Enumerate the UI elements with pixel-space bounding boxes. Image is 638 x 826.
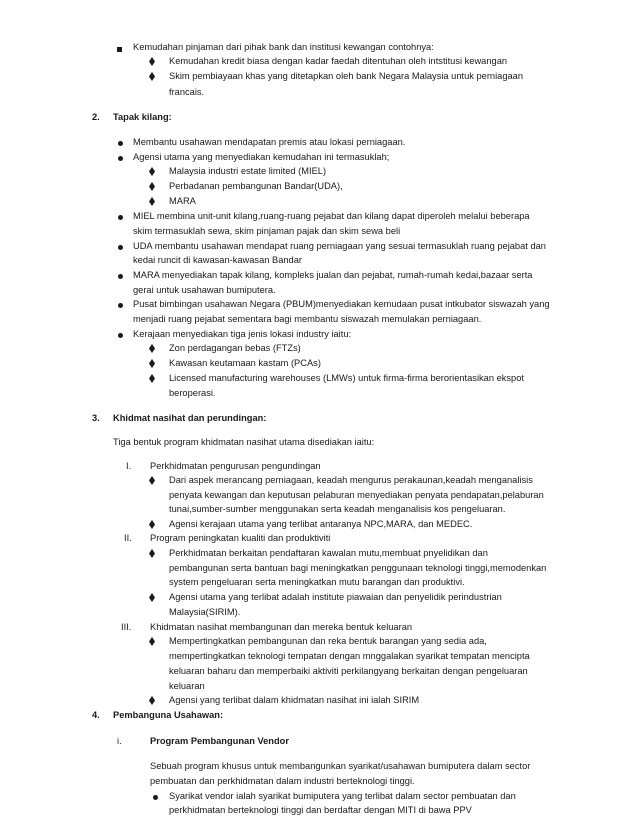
list-item: Dari aspek merancang perniagaan, keadah mengurus perakaunan,keadah menganalisis: [169, 475, 533, 485]
diamond-bullet-icon: [149, 696, 155, 705]
list-item: UDA membantu usahawan mendapat ruang perniagaan yang sesuai termasuklah ruang pejabat dan: [133, 241, 546, 251]
subsection-title: Khidmatan nasihat membangunan dan mereka bentuk keluaran: [150, 622, 413, 632]
subsection-title: Program peningkatan kualiti dan produktiviti: [150, 533, 331, 543]
roman-numeral: III.: [121, 622, 132, 632]
section-number: 4.: [92, 710, 100, 720]
list-item: Agensi kerajaan utama yang terlibat antaranya NPC,MARA, dan MEDEC.: [169, 519, 473, 529]
subsection-title: Program Pembangunan Vendor: [150, 736, 289, 746]
roman-numeral: i.: [117, 736, 122, 746]
list-item-continuation: francais.: [169, 87, 205, 97]
list-item-continuation: beroperasi.: [169, 388, 216, 398]
diamond-bullet-icon: [149, 167, 155, 176]
diamond-bullet-icon: [149, 182, 155, 191]
list-item-continuation: system pengeluaran serta meningkatkan mutu barangan dan produktivi.: [169, 577, 465, 587]
list-item: Syarikat vendor ialah syarikat bumiputera yang terlibat dalam sector pembuatan dan: [169, 791, 516, 801]
diamond-bullet-icon: [149, 549, 155, 558]
round-bullet-icon: [118, 215, 123, 220]
diamond-bullet-icon: [149, 374, 155, 383]
list-item: Licensed manufacturing warehouses (LMWs) untuk firma-firma berorientasikan ekspot: [169, 373, 524, 383]
list-item-continuation: pembangunan serta bantuan bagi meningkatkan penggunaan teknologi tinggi,memodenkan: [169, 563, 547, 573]
list-item-continuation: Malaysia(SIRIM).: [169, 607, 241, 617]
round-bullet-icon: [118, 156, 123, 161]
list-item: Agensi yang terlibat dalam khidmatan nasihat ini ialah SIRIM: [169, 695, 420, 705]
diamond-bullet-icon: [149, 344, 155, 353]
list-item: Kemudahan kredit biasa dengan kadar faedah ditentuhan oleh intstitusi kewangan: [169, 56, 508, 66]
list-item-continuation: keluaran baharu dan memperbaiki aktiviti perkilangyang berkaitan dengan pengeluaran: [169, 666, 528, 676]
list-item-continuation: tunai,sumber-sumber menggunakan serta keadah menganalisis kos pengeluaran.: [169, 504, 506, 514]
diamond-bullet-icon: [149, 593, 155, 602]
round-bullet-icon: [118, 141, 123, 146]
list-item-continuation: penyata kewangan dan keputusan pelaburan menyediakan penyata pendapatan,pelaburan: [169, 490, 544, 500]
list-item: Perkhidmatan berkaitan pendaftaran kawalan mutu,membuat pnyelidikan dan: [169, 548, 488, 558]
round-bullet-icon: [118, 274, 123, 279]
diamond-bullet-icon: [149, 72, 155, 81]
round-bullet-icon: [118, 245, 123, 250]
list-item-continuation: kedai runcit di kawasan-kawasan Bandar: [133, 255, 302, 265]
list-item-continuation: mempertingkatkan teknologi tempatan dengan mnggalakan syarikat tempatan mencipta: [169, 651, 530, 661]
diamond-bullet-icon: [149, 197, 155, 206]
list-item: Skim pembiayaan khas yang ditetapkan oleh bank Negara Malaysia untuk perniagaan: [169, 71, 524, 81]
list-item-continuation: gerai untuk usahawan bumiputera.: [133, 285, 276, 295]
list-item: Kemudahan pinjaman dari pihak bank dan institusi kewangan contohnya:: [133, 42, 434, 52]
paragraph-continuation: pembuatan dan perkhidmatan dalam industri berteknologi tinggi.: [150, 776, 415, 786]
section-number: 2.: [92, 112, 100, 122]
diamond-bullet-icon: [149, 476, 155, 485]
list-item-continuation: skim termasuklah sewa, skim pinjaman pajak dan skim sewa beli: [133, 226, 401, 236]
list-item: Zon perdagangan bebas (FTZs): [169, 343, 301, 353]
list-item: Pusat bimbingan usahawan Negara (PBUM)menyediakan kemudaan pusat intkubator siswazah yang: [133, 299, 550, 309]
diamond-bullet-icon: [149, 520, 155, 529]
list-item: Kawasan keutamaan kastam (PCAs): [169, 358, 321, 368]
round-bullet-icon: [118, 333, 123, 338]
list-item: MARA: [169, 196, 196, 206]
section-heading: Pembanguna Usahawan:: [113, 710, 224, 720]
round-bullet-icon: [118, 303, 123, 308]
list-item-continuation: keluaran: [169, 681, 205, 691]
roman-numeral: I.: [126, 461, 132, 471]
list-item: MIEL membina unit-unit kilang,ruang-ruang pejabat dan kilang dapat diperoleh melalui beberapa: [133, 211, 530, 221]
section-heading: Tapak kilang:: [113, 112, 172, 122]
list-item: Malaysia industri estate limited (MIEL): [169, 166, 327, 176]
subsection-title: Perkhidmatan pengurusan pengundingan: [150, 461, 321, 471]
paragraph: Tiga bentuk program khidmatan nasihat utama disediakan iaitu:: [113, 437, 375, 447]
diamond-bullet-icon: [149, 359, 155, 368]
paragraph: Sebuah program khusus untuk membangunkan syarikat/usahawan bumiputera dalam sector: [150, 761, 531, 771]
list-item-continuation: menjadi ruang pejabat sementara bagi membantu siswazah memulakan perniagaan.: [133, 314, 482, 324]
list-item: Agensi utama yang terlibat adalah institute piawaian dan penyelidik perindustrian: [169, 592, 502, 602]
section-heading: Khidmat nasihat dan perundingan:: [113, 413, 267, 423]
list-item: Agensi utama yang menyediakan kemudahan ini termasuklah;: [133, 152, 390, 162]
diamond-bullet-icon: [149, 57, 155, 66]
section-number: 3.: [92, 413, 100, 423]
list-item: Membantu usahawan mendapatan premis atau lokasi perniagaan.: [133, 137, 406, 147]
list-item: MARA menyediakan tapak kilang, kompleks jualan dan pejabat, rumah-rumah kedai,bazaar serta: [133, 270, 533, 280]
list-item: Mempertingkatkan pembangunan dan reka bentuk barangan yang sedia ada,: [169, 636, 487, 646]
list-item: Perbadanan pembangunan Bandar(UDA),: [169, 181, 343, 191]
diamond-bullet-icon: [149, 637, 155, 646]
roman-numeral: II.: [124, 533, 132, 543]
square-bullet-icon: [117, 47, 122, 52]
round-bullet-icon: [153, 795, 158, 800]
list-item-continuation: perkhidmatan berteknologi tinggi dan berdaftar dengan MITI di bawa PPV: [169, 805, 472, 815]
list-item: Kerajaan menyediakan tiga jenis lokasi industry iaitu:: [133, 329, 352, 339]
